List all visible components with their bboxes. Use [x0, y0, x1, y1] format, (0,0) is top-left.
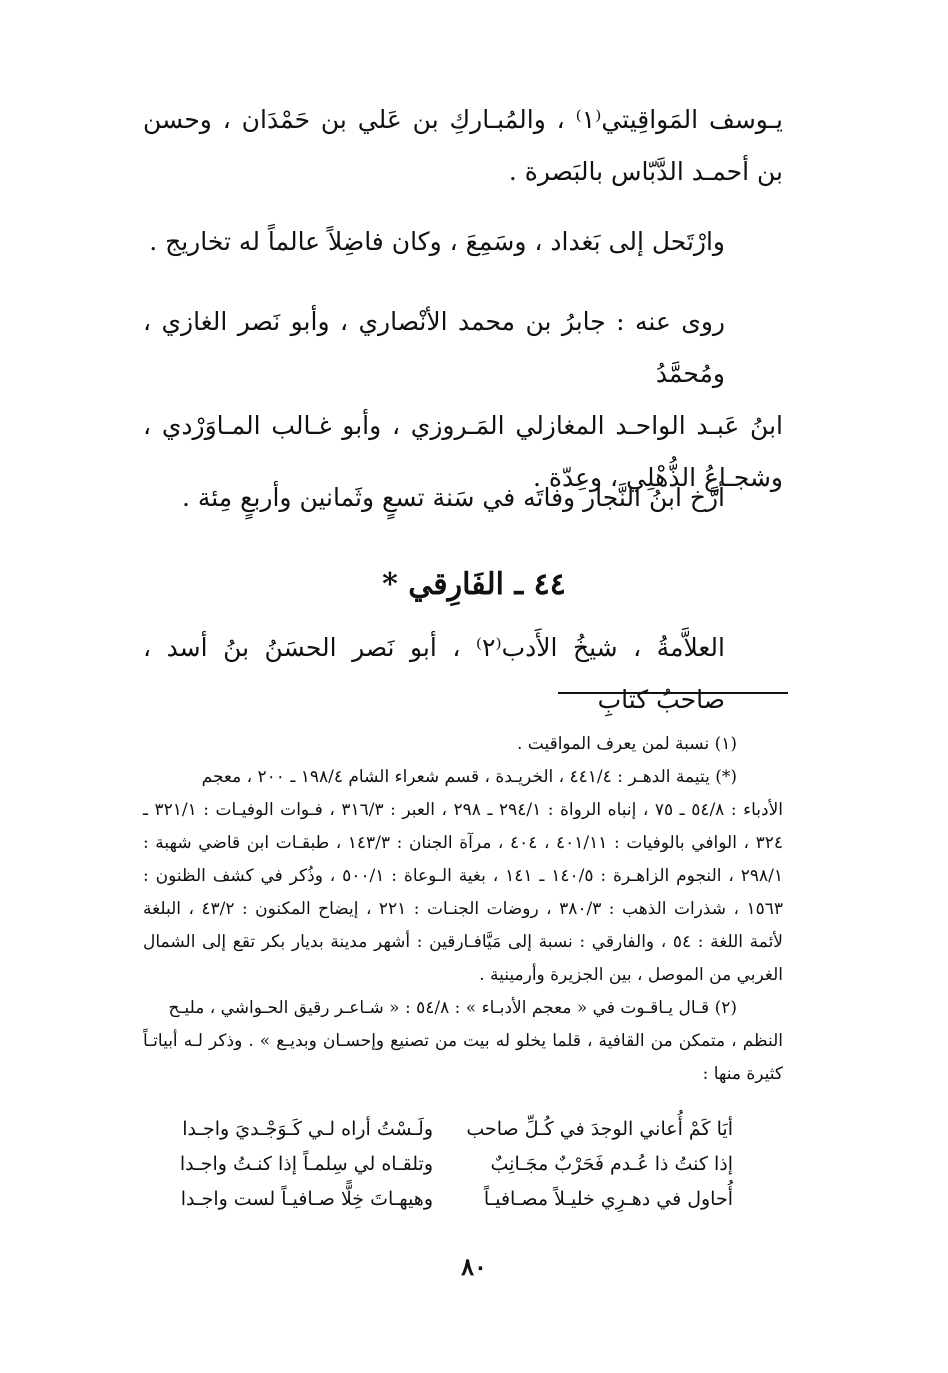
footnote-2-continuation: النظم ، متمكن من القافية ، قلما يخلو له بيت من تصنيع وإحسـان وبديـع » . وذكر لـه أبياتـاً كثيرة منها :: [143, 1031, 783, 1084]
verse-line: [173, 1182, 733, 1217]
footnote-sources-first-line: (*) يتيمة الدهـر : ٤٤١/٤ ، الخريـدة ، قسم شعراء الشام ١٩٨/٤ ـ ٢٠٠ ، معجم: [201, 767, 737, 787]
footnote-1: (١) نسبة لمن يعرف المواقيت .: [516, 734, 737, 754]
footnote-sources-continuation: الأدباء : ٥٤/٨ ـ ٧٥ ، إنباه الرواة : ٢٩٤/١ ـ ٢٩٨ ، العبر : ٣١٦/٣ ، فـوات الوفيـات : ٣٢١/١ ـ ٣٢٤ ، الوافي بالوفيات : ٤٠١/١١ ، ٤٠٤ ، مرآة الجنان : ١٤٣/٣ ، طبقـات ابن قاضي شهبة : ٢٩٨/١ ، النجوم الزاهـرة : ١٤٠/٥ ـ ١٤١ ، بغية الـوعاة : ٥٠٠/١ ، وذُكر في كشف الظنون : ١٥٦٣ ، شذرات الذهب : ٣٨٠/٣ ، روضات الجنـات : ٢٢١ ، إيضاح المكنون : ٤٣/٢ ، البلغة لأئمة اللغة : ٥٤ ، والفارقي : نسبة إلى مَيَّافـارقين : أشهر مدينة بديار بكر تقع إلى الشمال الغربي من الموصل ، بين الجزيرة وأرمينية .: [143, 800, 784, 985]
verse-second-hemistich: وهيهـاتَ خِلًّا صـافيـاً لست واجـدا: [180, 1188, 433, 1210]
entry-heading: ٤٤ ـ الفَارِقي *: [382, 567, 566, 602]
footnotes: [143, 728, 783, 1091]
footnote-separator: [558, 692, 788, 694]
verse-line: [173, 1147, 733, 1182]
page-number: ٨٠: [461, 1252, 487, 1281]
verse-first-hemistich: إذا كنتُ ذا عُـدم فَحَرْبٌ مجَـانِبٌ: [490, 1153, 733, 1175]
verse-second-hemistich: وتلقـاه لي سِلمـاً إذا كنـتُ واجـدا: [179, 1153, 433, 1175]
verse-line: [173, 1112, 733, 1147]
paragraph-narrators-continuation: ابنُ عَبـد الواحـد المغازلي المَـروزي ، وأبو غـالب المـاوَرْدي ، وشجـاعُ الذُّهْلِي ، وعِدّة .: [143, 411, 783, 492]
verse-second-hemistich: ولَـسْتُ أراه لـي كَـوَجْـديَ واجـدا: [182, 1118, 433, 1140]
paragraph-entry-intro: العلاَّمةُ ، شيخُ الأَدب⁽٢⁾ ، أبو نَصر الحسَنُ بنُ أسد ، صاحبُ كتابِ: [143, 633, 725, 714]
paragraph-narrators-first-line: روى عنه : جابرُ بن محمد الأنْصاري ، وأبو نَصر الغازي ، ومُحمَّدُ: [143, 307, 725, 388]
paragraph-travel: وارْتَحل إلى بَغداد ، وسَمِعَ ، وكان فاضِلاً عالماً له تخاريج .: [149, 227, 725, 256]
verse-first-hemistich: أُحاول في دهـرِي خليـلاً مصـافيـاً: [483, 1188, 733, 1210]
footnote-2: [143, 992, 783, 1091]
poem-verses: [173, 1112, 733, 1217]
footnote-sources: [143, 761, 783, 992]
footnote-2-first-line: (٢) قـال يـاقـوت في « معجم الأدبـاء » : ٥٤/٨ : « شـاعـر رقيق الحـواشي ، مليـح: [168, 998, 737, 1018]
paragraph-teachers: يـوسف المَواقِيتي⁽١⁾ ، والمُبـاركِ بن عَلي بن حَمْدَان ، وحسن بن أحمـد الدَّبّاس بالبَصرة .: [143, 105, 783, 186]
paragraph-death-date: أرَّخ ابنُ النَّجار وفاتَه في سَنة تسعٍ وثَمانين وأربعٍ مِئة .: [181, 483, 725, 512]
verse-first-hemistich: أيَا كَمْ أُعاني الوجدَ في كُـلِّ صاحب: [466, 1118, 733, 1140]
